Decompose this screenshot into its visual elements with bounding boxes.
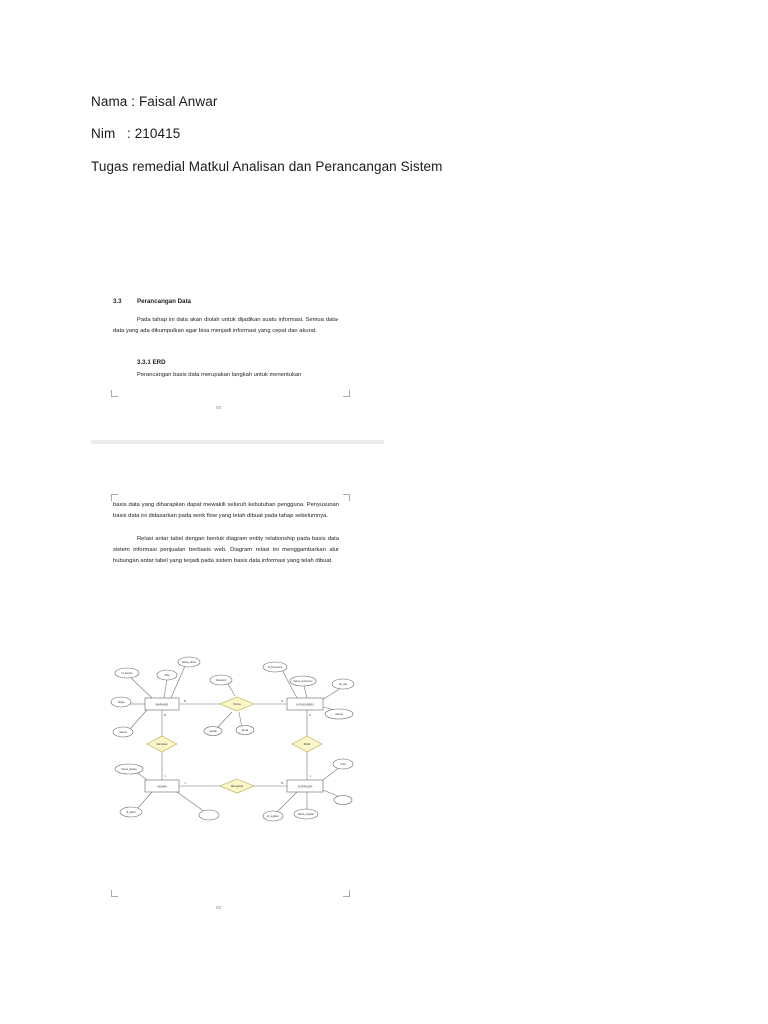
- section-title: Perancangan Data: [137, 298, 191, 305]
- erd-entity-label: ADMIN: [157, 784, 167, 789]
- subsection-title: 3.3.1 ERD: [137, 359, 166, 366]
- erd-attribute-label: Nama_konsumen: [293, 680, 313, 683]
- erd-attribute-label: Harga: [117, 701, 125, 704]
- erd-attribute-label: Id_admin: [126, 811, 136, 814]
- nim-label: Nim: [91, 126, 116, 141]
- erd-cardinality: 1: [309, 775, 311, 778]
- erd-attribute-label: Id_barang: [121, 672, 133, 675]
- erd-attribute-label: No_telp: [338, 683, 348, 686]
- margin-mark: [343, 390, 350, 397]
- nim-value: : 210415: [127, 126, 181, 141]
- erd-cardinality: 1: [184, 782, 186, 785]
- page1-paragraph-2: Perancangan basis data merupakan langkah untuk menentukan: [137, 372, 302, 378]
- erd-entity-label: BARANG: [155, 702, 169, 707]
- erd-attribute-label: Satuan: [119, 731, 127, 734]
- erd-attribute-label: Password: [215, 679, 227, 682]
- erd-cardinality: M: [184, 700, 186, 703]
- erd-cardinality: M: [164, 714, 166, 717]
- erd-relation-label: Membuat: [156, 743, 168, 746]
- erd-cardinality: N: [281, 700, 283, 703]
- header-nim: [91, 126, 180, 141]
- erd-attribute-label: Id_konsumen: [267, 666, 283, 669]
- erd-attribute-label: Id_supplier: [267, 815, 279, 818]
- erd-cardinality: M: [281, 782, 283, 785]
- erd-relation-label: Dibeli: [303, 743, 311, 746]
- page-separator: [91, 440, 384, 444]
- erd-attribute-label: Email: [242, 729, 248, 732]
- document-page-2: [91, 474, 384, 934]
- erd-attribute-label: Stok: [164, 674, 170, 677]
- header-tugas: Tugas remedial Matkul Analisan dan Perancangan Sistem: [91, 159, 443, 174]
- erd-attribute-label: Alamat: [335, 713, 343, 716]
- erd-attribute-label: Jumlah: [209, 730, 217, 733]
- erd-relation-label: Mengelola: [231, 785, 243, 788]
- erd-attribute-label: Kota: [340, 763, 346, 766]
- erd-attribute-label: Nama_barang: [121, 768, 137, 771]
- erd-relation-label: Terima: [233, 703, 241, 706]
- page2-paragraph-2: Relasi antar tabel dengan bentuk diagram entity relationship pada basis data sistem informasi penjualan berbasis web. Diagram relasi ini menggambarkan alur hubungan antar tabel yang terjadi pada sistem basis data informasi yang telah dibuat.: [113, 536, 339, 565]
- document-page-1: [91, 258, 384, 438]
- page-number: xx: [216, 405, 221, 411]
- margin-mark: [343, 890, 350, 897]
- erd-attribute-label: Nama_supplier: [297, 813, 315, 816]
- margin-mark: [343, 494, 350, 501]
- erd-cardinality: N: [309, 714, 311, 717]
- margin-mark: [111, 890, 118, 897]
- erd-attribute: [199, 810, 219, 820]
- erd-attribute: [334, 796, 352, 805]
- page2-paragraph-1: basis data yang diharapkan dapat mewakili seluruh kebutuhan pengguna. Penyusunan basis data ini didasarkan pada work flow yang telah dibuat pada tahap sebelumnya.: [113, 502, 339, 520]
- page1-paragraph: Pada tahap ini data akan diolah untuk dijadikan suatu informasi. Semua data-data yang ada dikumpulkan agar bisa menjadi informasi yang cepat dan akurat.: [113, 317, 339, 335]
- header-nama: Nama : Faisal Anwar: [91, 94, 218, 109]
- erd-attribute-label: Nama_admin: [181, 661, 197, 664]
- erd-entity-label: SUPPLIER: [297, 784, 313, 789]
- erd-entity-label: KONSUMEN: [296, 702, 314, 707]
- erd-cardinality: 1: [164, 775, 166, 778]
- margin-mark: [111, 390, 118, 397]
- section-number: 3.3: [113, 298, 122, 305]
- erd-diagram: [107, 654, 357, 834]
- page-number: xx: [216, 905, 221, 911]
